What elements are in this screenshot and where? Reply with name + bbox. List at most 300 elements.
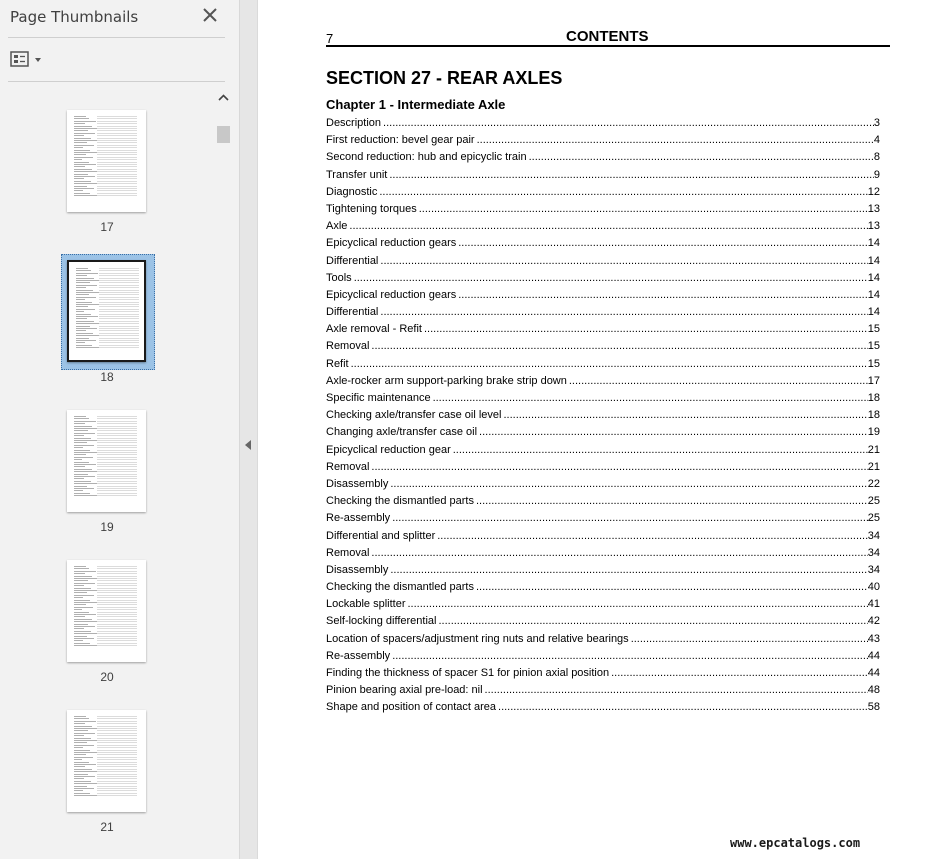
toc-entry[interactable]	[326, 390, 880, 407]
toc-entry[interactable]	[326, 149, 880, 166]
toc-entry[interactable]	[326, 665, 880, 682]
toc-entry[interactable]	[326, 648, 880, 665]
thumbnail-page-number: 18	[100, 370, 114, 384]
thumbnail-text-line	[97, 638, 137, 639]
thumbnail-text-line	[97, 188, 137, 189]
thumbnail-text-line	[97, 604, 137, 605]
thumbnail-text-line	[99, 328, 139, 329]
toc-entry-title: Second reduction: hub and epicyclic train	[326, 151, 527, 164]
thumbnail-text-line	[74, 483, 98, 484]
thumbnail-text-line	[74, 469, 92, 470]
toc-entry-title: Disassembly	[326, 563, 389, 576]
thumbnail-text-line	[74, 426, 92, 427]
thumbnail-text-line	[97, 457, 137, 458]
toc-entry-page: 8	[873, 151, 880, 164]
scroll-thumb[interactable]	[217, 126, 230, 143]
thumbnail-text-line	[74, 612, 89, 613]
thumbnail-text-line	[74, 788, 94, 789]
toc-entry-title: Re-assembly	[326, 512, 391, 525]
thumbnail-text-line	[97, 138, 137, 139]
toc-dot-leader	[390, 510, 868, 527]
thumbnail-text-line	[99, 318, 139, 319]
thumbnail-text-line	[97, 793, 137, 794]
toc-entry-title: Changing axle/transfer case oil	[326, 426, 478, 439]
thumbnails-panel	[0, 0, 240, 859]
thumbnail-text-line	[97, 478, 137, 479]
thumbnail-text-line	[97, 140, 137, 141]
thumbnail-text-line	[74, 781, 91, 782]
thumbnail-text-line	[97, 573, 137, 574]
panel-title: Page Thumbnails	[10, 8, 139, 26]
toc-entry[interactable]	[326, 424, 880, 441]
thumbnail-text-line	[97, 778, 137, 779]
thumbnail-text-line	[97, 186, 137, 187]
thumbnail-text-line	[74, 580, 88, 581]
thumbnail-text-line	[74, 566, 86, 567]
thumbnail-text-line	[99, 326, 139, 327]
toc-entry[interactable]	[326, 167, 880, 184]
thumbnail-text-line	[74, 169, 92, 170]
page-thumbnail[interactable]	[0, 540, 214, 684]
thumbnail-text-line	[74, 614, 96, 615]
thumbnail-text-line	[74, 595, 94, 596]
thumbnail-text-line	[76, 347, 99, 348]
thumbnail-text-line	[76, 340, 96, 341]
thumbnail-text-line	[74, 718, 89, 719]
thumbnail-text-line	[97, 483, 137, 484]
thumbnail-text-line	[74, 135, 84, 136]
thumbnail-text-line	[74, 778, 84, 779]
thumbnail-text-line	[97, 174, 137, 175]
thumbnail-text-line	[97, 640, 137, 641]
thumbnail-text-line	[97, 130, 137, 131]
thumbnail-text-line	[99, 347, 139, 348]
toc-entry[interactable]	[326, 699, 880, 716]
toc-dot-leader	[390, 648, 868, 665]
thumbnail-text-line	[97, 116, 137, 117]
toc-entry[interactable]	[326, 528, 880, 545]
thumbnail-text-line	[97, 718, 137, 719]
section-title: SECTION 27 - REAR AXLES	[326, 68, 563, 88]
thumbnail-text-line	[74, 783, 98, 784]
thumbnail-text-line	[74, 116, 86, 117]
toc-dot-leader	[349, 356, 868, 373]
toc-dot-leader	[378, 253, 867, 270]
toc-entry[interactable]	[326, 373, 880, 390]
thumbnail-text-line	[76, 280, 101, 281]
thumbnail-text-line	[74, 164, 96, 165]
toc-dot-leader	[477, 424, 868, 441]
thumbnail-text-line	[97, 142, 137, 143]
thumbnail-text-line	[76, 287, 86, 288]
thumbnail-text-line	[97, 493, 137, 494]
watermark: www.epcatalogs.com	[730, 836, 861, 850]
thumbnail-text-line	[97, 476, 137, 477]
toc-entry[interactable]	[326, 510, 880, 527]
thumbnail-text-line	[76, 294, 89, 295]
thumbnail-text-line	[74, 726, 92, 727]
toc-dot-leader	[483, 682, 868, 699]
panel-splitter[interactable]	[240, 0, 258, 859]
toc-entry-page: 14	[867, 306, 880, 319]
thumbnail-text-line	[74, 188, 94, 189]
toc-entry[interactable]	[326, 562, 880, 579]
toc-dot-leader	[456, 235, 868, 252]
thumbnail-text-line	[97, 181, 137, 182]
thumbnail-text-line	[74, 433, 95, 434]
thumbnail-text-line	[97, 733, 137, 734]
thumbnail-text-line	[97, 742, 137, 743]
toc-entry[interactable]	[326, 442, 880, 459]
toc-entry[interactable]	[326, 356, 880, 373]
thumbnail-text-line	[97, 769, 137, 770]
toc-entry[interactable]	[326, 407, 880, 424]
toc-dot-leader	[527, 149, 874, 166]
toc-entry[interactable]	[326, 287, 880, 304]
toc-entry-title: Removal	[326, 340, 370, 353]
toc-dot-leader	[474, 579, 868, 596]
toc-dot-leader	[417, 201, 868, 218]
thumbnail-text-line	[74, 621, 99, 622]
thumbnail-text-line	[99, 294, 139, 295]
thumbnail-text-line	[99, 340, 139, 341]
thumbnail-text-line	[76, 326, 90, 327]
thumbnail-text-line	[99, 268, 139, 269]
thumbnail-text-line	[97, 178, 137, 179]
toc-entry[interactable]	[326, 596, 880, 613]
thumbnail-text-line	[97, 621, 137, 622]
thumbnail-text-line	[74, 442, 87, 443]
toc-entry-title: Epicyclical reduction gears	[326, 237, 457, 250]
toc-entry[interactable]	[326, 235, 880, 252]
thumbnail-text-line	[97, 740, 137, 741]
thumbnail-text-line	[74, 466, 85, 467]
thumbnail-text-line	[74, 133, 95, 134]
thumbnail-text-line	[76, 345, 92, 346]
thumbnail-text-line	[74, 190, 83, 191]
thumbnail-text-line	[74, 597, 83, 598]
thumbnail-text-line	[97, 123, 137, 124]
thumbnail-text-line	[97, 612, 137, 613]
thumbnail-text-line	[74, 178, 84, 179]
thumbnail-text-line	[97, 628, 137, 629]
thumbnail-text-line	[74, 742, 87, 743]
thumbnail-text-line	[74, 174, 88, 175]
thumbnail-text-line	[97, 790, 137, 791]
toc-entry-page: 3	[873, 117, 880, 129]
toc-entry[interactable]	[326, 115, 880, 132]
toc-entry[interactable]	[326, 545, 880, 562]
page-thumbnail[interactable]	[0, 90, 214, 234]
thumbnail-text-line	[97, 147, 137, 148]
thumbnail-text-line	[74, 423, 85, 424]
toc-dot-leader	[378, 304, 867, 321]
thumbnail-text-line	[97, 757, 137, 758]
toc-entry-page: 43	[867, 632, 880, 645]
thumbnail-text-line	[74, 130, 88, 131]
toc-entry-title: Epicyclical reduction gear	[326, 443, 451, 456]
thumbnail-text-line	[76, 278, 94, 279]
thumbnail-text-line	[74, 452, 97, 453]
toc-entry[interactable]	[326, 253, 880, 270]
thumbnail-text-line	[97, 466, 137, 467]
toc-dot-leader	[422, 321, 868, 338]
thumbnail-text-line	[76, 270, 91, 271]
toc-entry-title: Tools	[326, 271, 352, 284]
toc-entry[interactable]	[326, 459, 880, 476]
thumbnail-text-line	[74, 723, 85, 724]
thumbnail-page-number: 19	[100, 520, 114, 534]
thumbnail-text-line	[74, 478, 84, 479]
thumbnail-text-line	[74, 459, 82, 460]
thumbnail-text-line	[74, 774, 88, 775]
thumbnail-text-line	[97, 576, 137, 577]
thumbnail-text-line	[74, 645, 97, 646]
thumbnail-text-line	[76, 338, 89, 339]
page-thumbnail[interactable]	[0, 390, 214, 534]
thumbnail-text-line	[74, 571, 96, 572]
toc-entry-page: 25	[867, 495, 880, 508]
toc-entry[interactable]	[326, 682, 880, 699]
thumbnail-text-line	[99, 338, 139, 339]
thumbnail-text-line	[74, 578, 99, 579]
thumbnail-page-number: 21	[100, 820, 114, 834]
thumbnail-text-line	[74, 123, 85, 124]
thumbnail-text-line	[74, 616, 85, 617]
thumbnail-text-line	[74, 183, 98, 184]
thumbnail-text-line	[74, 430, 88, 431]
thumbnail-text-line	[97, 418, 137, 419]
thumbnail-text-line	[99, 345, 139, 346]
toc-entry[interactable]	[326, 270, 880, 287]
thumbnail-text-line	[76, 299, 85, 300]
scroll-up-icon[interactable]	[215, 90, 232, 107]
thumbnail-text-line	[74, 481, 91, 482]
thumbnail-text-line	[97, 152, 137, 153]
toc-entry-page: 15	[867, 357, 880, 370]
thumbnail-text-line	[97, 764, 137, 765]
toc-entry-page: 14	[867, 254, 880, 267]
toc-entry-title: Checking axle/transfer case oil level	[326, 409, 502, 422]
thumbnail-text-line	[97, 452, 137, 453]
thumbnail-text-line	[97, 486, 137, 487]
thumbnail-scrollbar[interactable]	[215, 90, 232, 859]
toc-entry-page: 44	[867, 649, 880, 662]
toc-entry-page: 13	[867, 220, 880, 233]
toc-dot-leader	[347, 218, 867, 235]
toc-entry[interactable]	[326, 218, 880, 235]
thumbnail-text-line	[99, 280, 139, 281]
thumbnail-text-line	[97, 490, 137, 491]
thumbnail-text-line	[74, 730, 88, 731]
toc-entry-title: Disassembly	[326, 477, 389, 490]
toc-dot-leader	[388, 476, 867, 493]
toc-dot-leader	[629, 631, 868, 648]
thumbnail-text-line	[97, 723, 137, 724]
toc-entry[interactable]	[326, 304, 880, 321]
thumbnail-text-line	[97, 195, 137, 196]
thumbnail-text-line	[97, 435, 137, 436]
thumbnail-text-line	[74, 750, 90, 751]
thumbnail-text-line	[97, 607, 137, 608]
thumbnail-text-line	[76, 321, 94, 322]
toc-dot-leader	[352, 270, 868, 287]
toc-entry-title: Transfer unit	[326, 168, 388, 181]
thumbnail-text-line	[97, 788, 137, 789]
thumbnail-text-line	[97, 571, 137, 572]
thumbnail-text-line	[76, 328, 97, 329]
toc-entry-title: Diagnostic	[326, 185, 378, 198]
toc-entry[interactable]	[326, 579, 880, 596]
thumbnail-text-line	[97, 781, 137, 782]
thumbnail-text-line	[74, 464, 96, 465]
thumbnail-text-line	[97, 626, 137, 627]
thumbnail-text-line	[97, 716, 137, 717]
thumbnail-text-line	[99, 297, 139, 298]
thumbnail-text-line	[99, 323, 139, 324]
thumbnail-text-line	[97, 190, 137, 191]
toc-entry[interactable]	[326, 631, 880, 648]
thumbnail-text-line	[74, 493, 90, 494]
toc-entry-page: 21	[867, 460, 880, 473]
thumbnail-text-line	[74, 764, 96, 765]
thumbnail-text-line	[99, 292, 139, 293]
page-header-title: CONTENTS	[566, 28, 649, 45]
thumbnail-text-line	[97, 602, 137, 603]
thumbnail-text-line	[76, 292, 100, 293]
thumbnail-text-line	[97, 183, 137, 184]
thumbnail-text-line	[97, 786, 137, 787]
chapter-title: Chapter 1 - Intermediate Axle	[326, 97, 506, 112]
thumbnail-text-line	[97, 776, 137, 777]
thumbnail-text-line	[74, 740, 98, 741]
thumbnail-text-line	[74, 152, 97, 153]
thumbnail-text-line	[74, 428, 99, 429]
thumbnail-text-line	[74, 766, 85, 767]
thumbnail-text-line	[97, 762, 137, 763]
thumbnail-text-line	[74, 609, 82, 610]
thumbnail-text-line	[76, 333, 93, 334]
thumbnail-text-line	[99, 278, 139, 279]
thumbnail-page-image	[67, 710, 146, 812]
thumbnail-text-line	[97, 462, 137, 463]
toc-entry[interactable]	[326, 184, 880, 201]
thumbnail-text-line	[97, 171, 137, 172]
toc-entry-title: Tightening torques	[326, 202, 417, 215]
thumbnail-text-line	[74, 771, 99, 772]
thumbnail-text-line	[99, 316, 139, 317]
thumbnail-text-line	[97, 421, 137, 422]
thumbnail-text-line	[97, 135, 137, 136]
thumbnail-text-line	[97, 643, 137, 644]
toc-entry[interactable]	[326, 493, 880, 510]
toc-dot-leader	[567, 373, 868, 390]
toc-entry-title: Differential	[326, 306, 379, 319]
toc-dot-leader	[436, 613, 867, 630]
thumbnail-text-line	[74, 628, 84, 629]
toc-entry[interactable]	[326, 201, 880, 218]
close-icon[interactable]	[200, 5, 220, 25]
thumbnail-text-line	[74, 752, 97, 753]
toc-dot-leader	[381, 115, 874, 132]
thumbnail-text-line	[74, 476, 95, 477]
thumbnail-text-line	[97, 795, 137, 796]
thumbnail-text-line	[97, 118, 137, 119]
toc-entry-title: Refit	[326, 357, 349, 370]
thumbnail-text-line	[97, 636, 137, 637]
page-thumbnail[interactable]	[0, 240, 214, 384]
toc-dot-leader	[406, 596, 868, 613]
collapse-panel-icon[interactable]	[243, 438, 253, 452]
thumbnail-text-line	[97, 121, 137, 122]
thumbnail-text-line	[97, 783, 137, 784]
toc-entry-page: 22	[867, 477, 880, 490]
thumbnail-text-line	[74, 607, 93, 608]
thumbnail-list[interactable]	[0, 90, 214, 859]
toc-entry-page: 42	[867, 615, 880, 628]
toc-entry-title: Finding the thickness of spacer S1 for pinion axial position	[326, 667, 610, 679]
thumbnail-text-line	[97, 624, 137, 625]
toc-dot-leader	[451, 442, 868, 459]
thumbnail-text-line	[97, 133, 137, 134]
thumbnail-text-line	[97, 750, 137, 751]
toc-entry[interactable]	[326, 613, 880, 630]
thumbnail-text-line	[74, 619, 92, 620]
thumbnail-text-line	[97, 614, 137, 615]
thumbnail-text-line	[74, 745, 94, 746]
toc-entry-page: 34	[867, 529, 880, 542]
thumbnail-text-line	[97, 176, 137, 177]
thumbnail-text-line	[74, 759, 82, 760]
toc-entry[interactable]	[326, 132, 880, 149]
thumbnail-text-line	[99, 333, 139, 334]
thumbnail-text-line	[97, 126, 137, 127]
thumbnail-text-line	[97, 766, 137, 767]
toc-entry-title: Re-assembly	[326, 649, 391, 662]
thumbnail-text-line	[97, 631, 137, 632]
table-of-contents	[326, 115, 880, 717]
toc-entry-title: Pinion bearing axial pre-load: nil	[326, 684, 483, 697]
thumbnail-text-line	[99, 321, 139, 322]
thumbnail-text-line	[74, 583, 95, 584]
thumbnail-text-line	[74, 145, 94, 146]
thumbnail-text-line	[97, 730, 137, 731]
toc-entry[interactable]	[326, 338, 880, 355]
thumbnail-text-line	[74, 568, 89, 569]
thumbnail-text-line	[97, 588, 137, 589]
thumbnail-text-line	[74, 159, 82, 160]
thumbnail-text-line	[97, 583, 137, 584]
thumbnail-text-line	[97, 464, 137, 465]
toc-entry-page: 9	[873, 168, 880, 181]
toc-entry-title: Self-locking differential	[326, 615, 437, 628]
toc-entry-title: Axle-rocker arm support-parking brake strip down	[326, 374, 567, 387]
thumbnail-text-line	[74, 786, 87, 787]
thumbnail-text-line	[97, 595, 137, 596]
thumbnail-text-line	[97, 162, 137, 163]
thumbnail-text-line	[74, 474, 88, 475]
thumbnail-text-line	[74, 166, 85, 167]
toc-entry[interactable]	[326, 476, 880, 493]
thumbnail-text-line	[97, 738, 137, 739]
page-thumbnail[interactable]	[0, 690, 214, 834]
toc-entry-title: Lockable splitter	[326, 598, 406, 611]
thumbnail-text-line	[74, 624, 88, 625]
thumbnail-text-line	[74, 633, 98, 634]
thumbnail-text-line	[74, 769, 92, 770]
toc-entry[interactable]	[326, 321, 880, 338]
thumbnail-options-button[interactable]	[8, 48, 48, 72]
